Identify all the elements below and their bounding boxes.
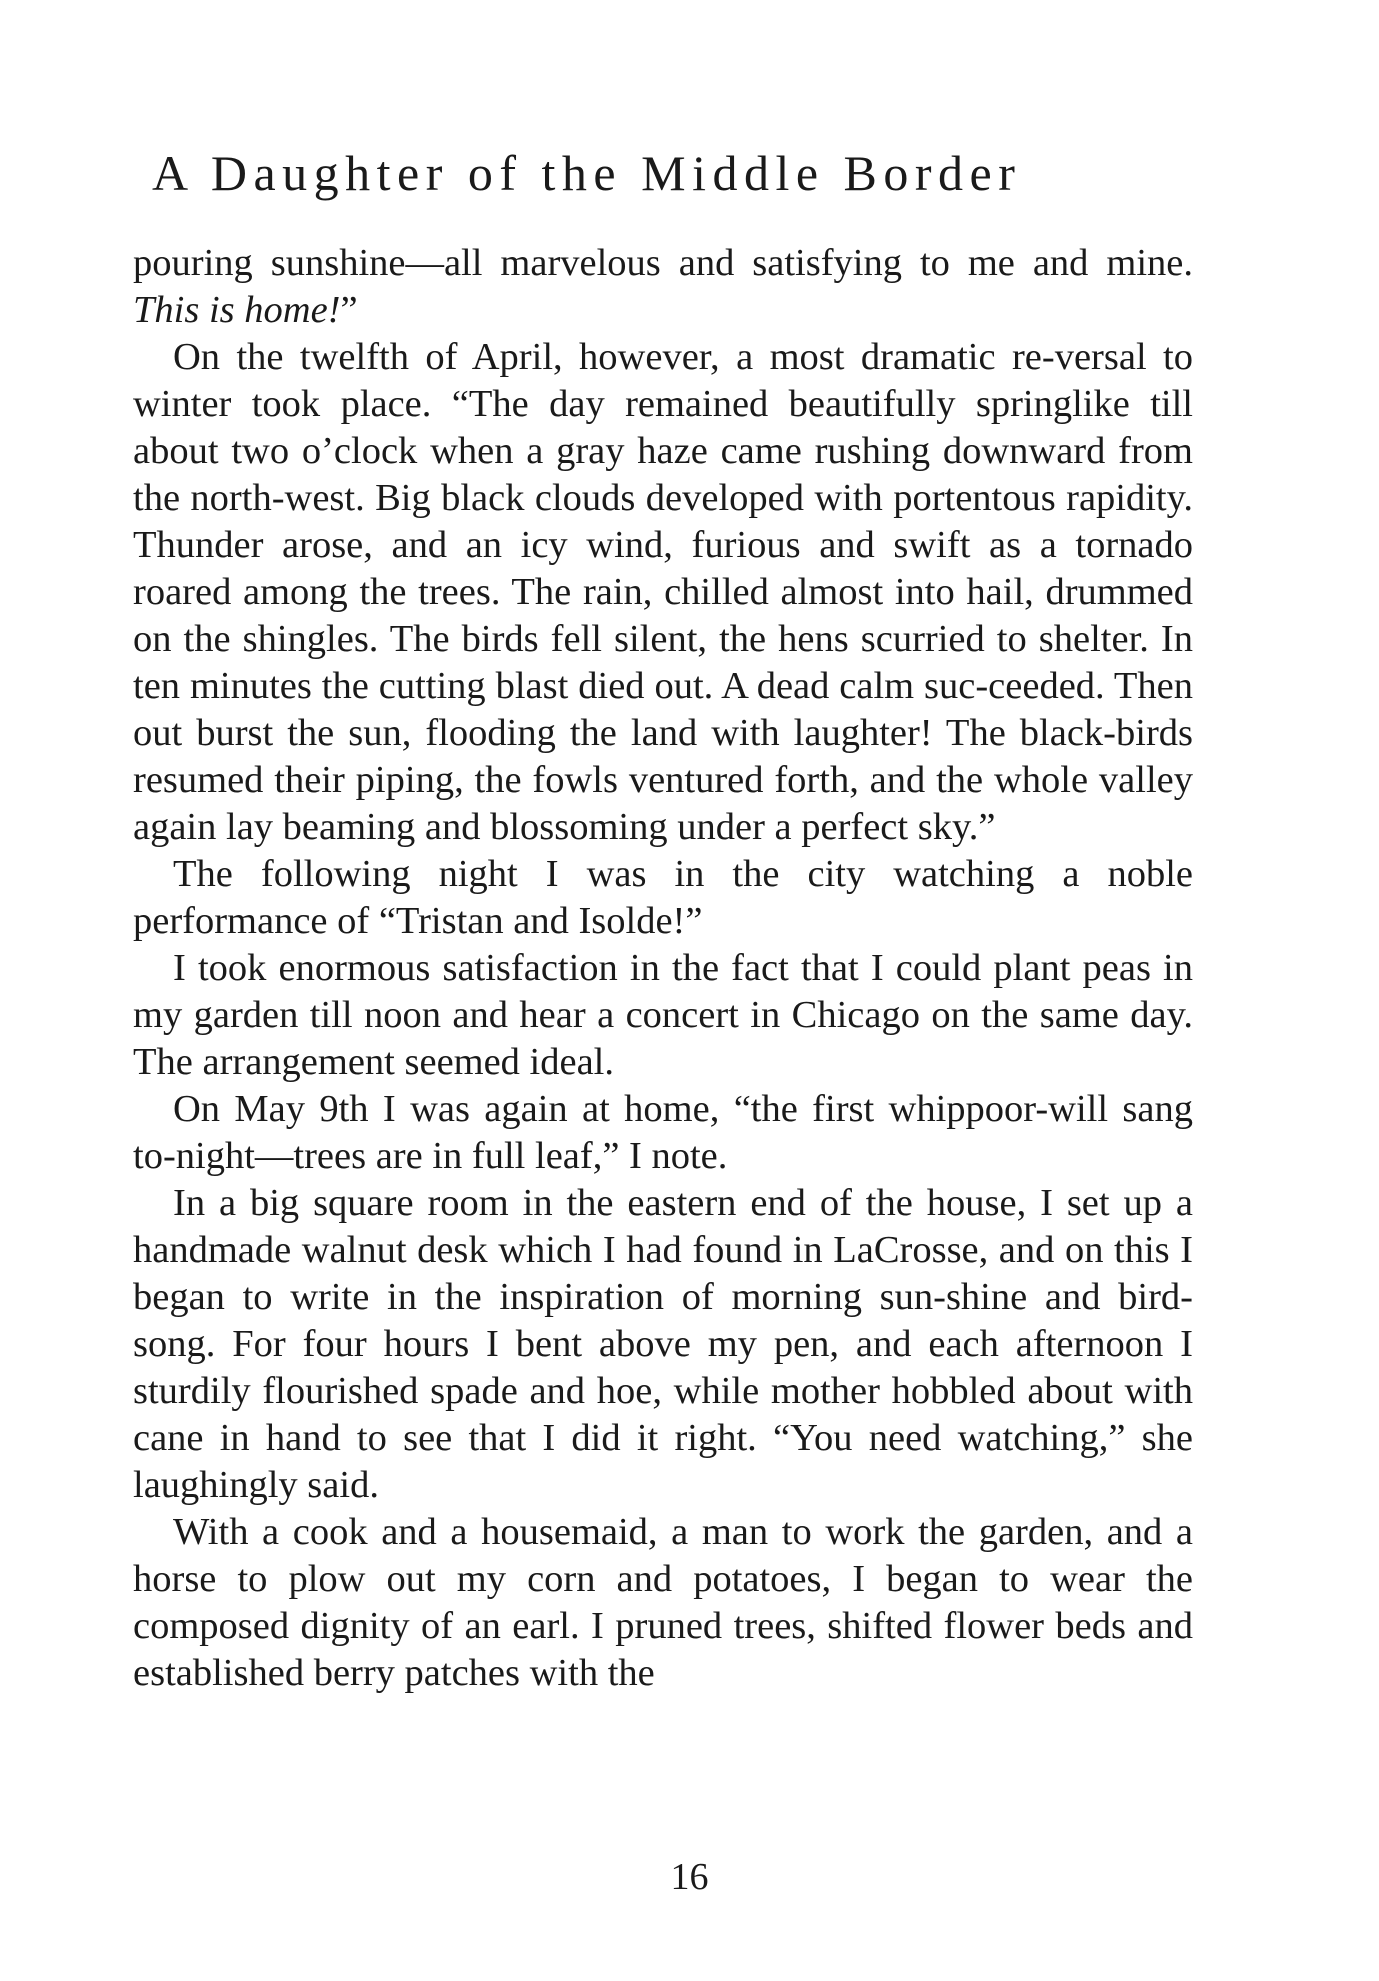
closing-quote: ” — [340, 289, 358, 331]
paragraph: On May 9th I was again at home, “the first whippoor-will sang to-night—trees are in full leaf,” I note. — [133, 1088, 1193, 1177]
page-number: 16 — [670, 1856, 709, 1898]
paragraph-continued — [133, 240, 1193, 334]
paragraph: I took enormous satisfaction in the fact that I could plant peas in my garden till noon and hear a concert in Chicago on the same day. The arrangement seemed ideal. — [133, 947, 1193, 1083]
running-title: A Daughter of the Middle Border — [152, 145, 1022, 201]
body-text — [133, 240, 1193, 1697]
paragraph: With a cook and a housemaid, a man to work the garden, and a horse to plow out my corn and potatoes, I began to wear the composed dignity of an earl. I pruned trees, shifted flower beds and established berry patches with the — [133, 1511, 1193, 1694]
paragraph-text: pouring sunshine—all marvelous and satisfying to me and mine. — [133, 242, 1193, 284]
paragraph: The following night I was in the city watching a noble performance of “Tristan and Isolde!” — [133, 853, 1193, 942]
paragraph: On the twelfth of April, however, a most dramatic re-versal to winter took place. “The day remained beautifully springlike till about two o’clock when a gray haze came rushing downward from the north-west. Big black clouds developed with portentous rapidity. Thunder arose, and an icy wind, furious and swift as a tornado roared among the trees. The rain, chilled almost into hail, drummed on the shingles. The birds fell silent, the hens scurried to shelter. In ten minutes the cutting blast died out. A dead calm suc-ceeded. Then out burst the sun, flooding the land with laughter! The black-birds resumed their piping, the fowls ventured forth, and the whole valley again lay beaming and blossoming under a perfect sky.” — [133, 336, 1193, 848]
italic-phrase: This is home! — [133, 289, 341, 331]
paragraph: In a big square room in the eastern end of the house, I set up a handmade walnut desk which I had found in LaCrosse, and on this I began to write in the inspiration of morning sun-shine and bird-song. For four hours I bent above my pen, and each afternoon I sturdily flourished spade and hoe, while mother hobbled about with cane in hand to see that I did it right. “You need watching,” she laughingly said. — [133, 1182, 1193, 1506]
